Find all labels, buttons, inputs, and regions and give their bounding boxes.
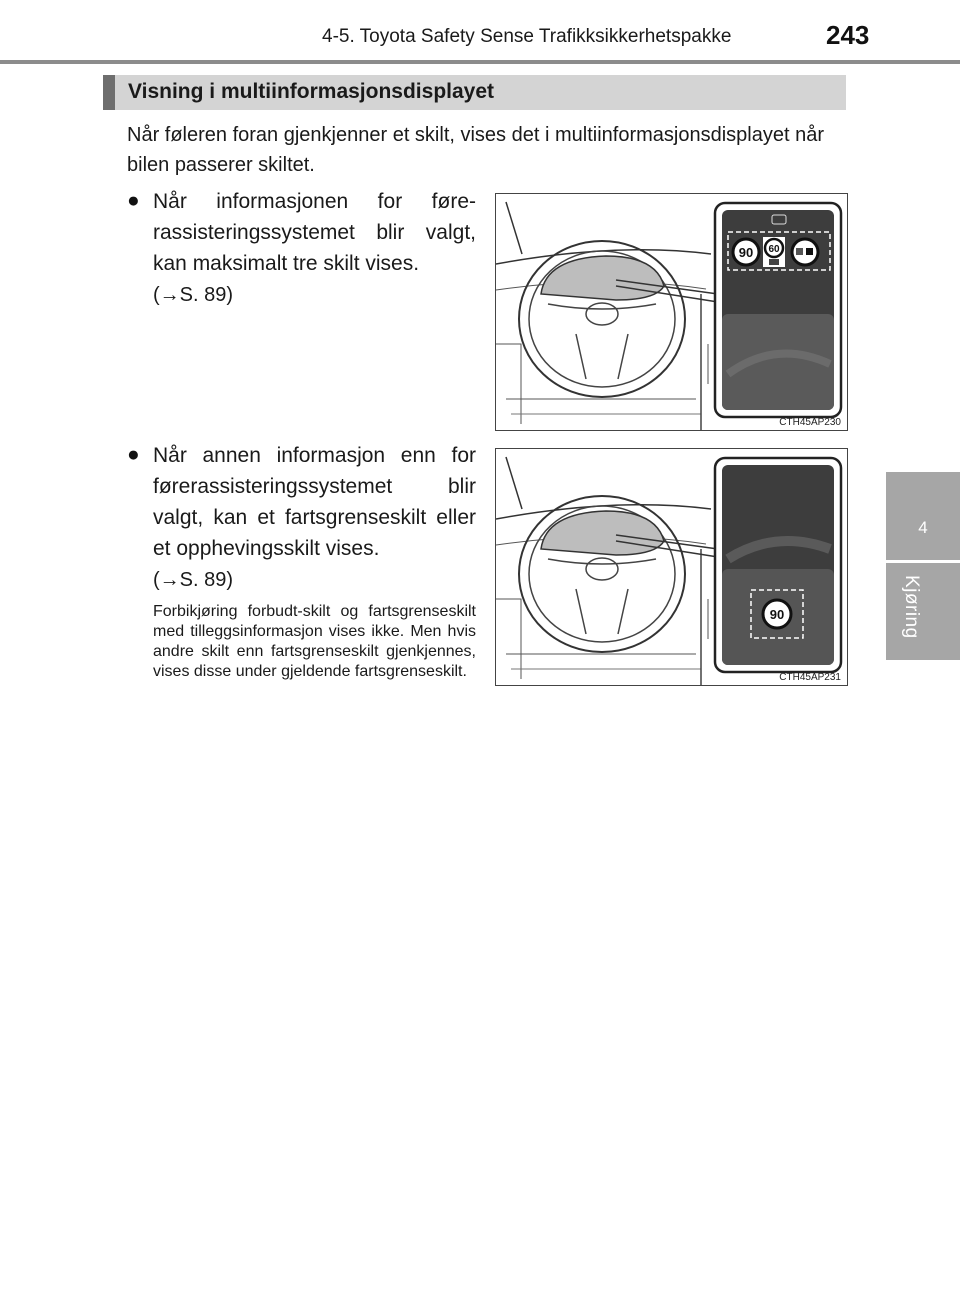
dashboard-illustration-1 (495, 193, 848, 431)
page-reference[interactable]: (→S. 89) (153, 284, 234, 306)
figure-code: CTH45AP230 (779, 417, 841, 428)
speed-sign-value: 60 (768, 244, 780, 255)
running-header: 4-5. Toyota Safety Sense Trafikksikkerhetspakke (322, 26, 732, 47)
header-rule (0, 60, 960, 64)
page-number: 243 (826, 20, 870, 50)
chapter-number: 4 (918, 518, 928, 537)
bullet-marker: ● (127, 189, 140, 212)
chapter-tab-divider (886, 560, 960, 563)
section-heading-accent (103, 75, 115, 110)
item-text: Når annen informasjon enn for førerassisteringssystemet blir valgt, kan et fartsgrenseskilt eller et opphevingsskilt vises. (153, 444, 476, 560)
dashboard-drawing (496, 449, 847, 685)
chapter-label: Kjøring (901, 575, 922, 639)
speed-sign-value: 90 (738, 245, 754, 260)
dashboard-drawing (496, 194, 847, 430)
arrow-icon: → (159, 569, 180, 591)
item-note: Forbikjøring forbudt-skilt og fartsgrenseskilt med tilleggsinformasjon vises ikke. Men hvis andre skilt enn fartsgrenseskilt gjenkjennes, vises disse under gjeldende fartsgrenseskilt. (153, 603, 476, 680)
page-reference-label: S. 89 (179, 569, 227, 591)
item-text: Når informasjonen for førerassisteringssystemet blir valgt, kan maksimalt tre skilt vises. (153, 190, 476, 275)
figure-code: CTH45AP231 (779, 672, 841, 683)
page-reference[interactable]: (→S. 89) (153, 569, 234, 591)
arrow-icon: → (159, 284, 180, 306)
bullet-marker: ● (127, 443, 140, 466)
intro-paragraph: Når føleren foran gjenkjenner et skilt, vises det i multiinformasjonsdisplayet når bilen passerer skiltet. (127, 124, 824, 176)
speed-sign-value: 90 (769, 607, 785, 622)
dashboard-illustration-2 (495, 448, 848, 686)
page-reference-label: S. 89 (179, 284, 227, 306)
section-title: Visning i multiinformasjonsdisplayet (128, 80, 495, 103)
section-heading-bar (103, 75, 846, 110)
